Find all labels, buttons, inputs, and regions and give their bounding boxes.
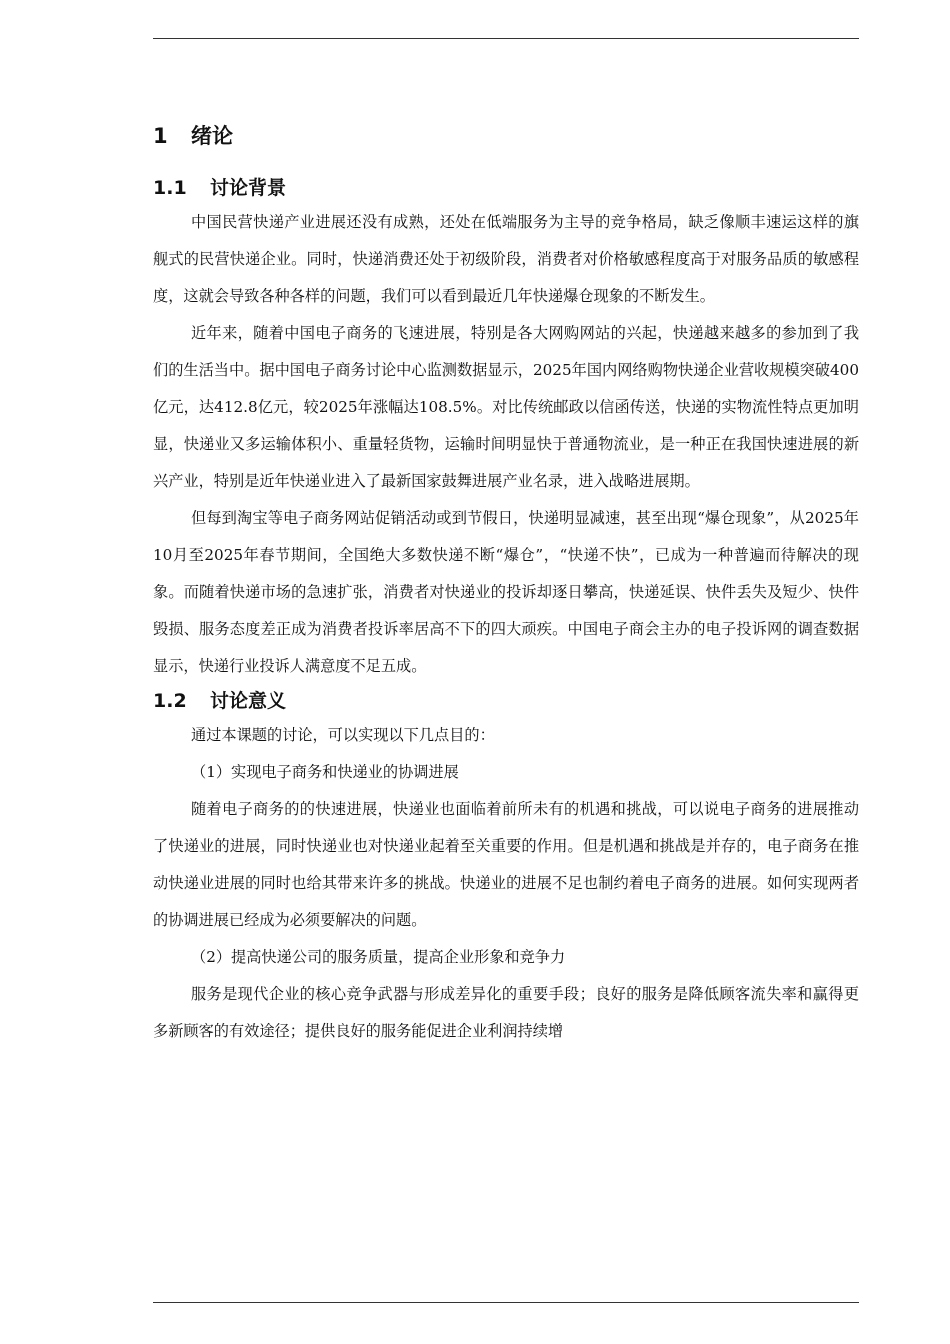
footer-rule <box>153 1302 859 1303</box>
paragraph: 随着电子商务的的快速进展，快递业也面临着前所未有的机遇和挑战，可以说电子商务的进展推动了快递业的进展，同时快递业也对快递业起着至关重要的作用。但是机遇和挑战是并存的，电子商务在推动快递业进展的同时也给其带来许多的挑战。快递业的进展不足也制约着电子商务的进展。如何实现两者的协调进展已经成为必须要解决的问题。 <box>153 800 859 929</box>
paragraph: 但每到淘宝等电子商务网站促销活动或到节假日，快递明显减速，甚至出现“爆仓现象”，从2025年10月至2025年春节期间，全国绝大多数快递不断“爆仓”，“快递不快”，已成为一种普遍而待解决的现象。而随着快递市场的急速扩张，消费者对快递业的投诉却逐日攀高，快递延误、快件丢失及短少、快件毁损、服务态度差正成为消费者投诉率居高不下的四大顽疾。中国电子商会主办的电子投诉网的调查数据显示，快递行业投诉人满意度不足五成。 <box>153 509 859 675</box>
header-rule <box>153 38 859 39</box>
list-item: （2）提高快递公司的服务质量，提高企业形象和竞争力 <box>191 948 566 966</box>
section-number: 1.1 <box>153 177 187 199</box>
page-body <box>153 118 859 1050</box>
paragraph: 近年来，随着中国电子商务的飞速进展，特别是各大网购网站的兴起，快递越来越多的参加到了我们的生活当中。据中国电子商务讨论中心监测数据显示，2025年国内网络购物快递企业营收规模突破400亿元，达412.8亿元，较2025年涨幅达108.5%。对比传统邮政以信函传送，快递的实物流性特点更加明显，快递业又多运输体积小、重量轻货物，运输时间明显快于普通物流业，是一种正在我国快速进展的新兴产业，特别是近年快递业进入了最新国家鼓舞进展产业名录，进入战略进展期。 <box>153 324 859 490</box>
section-number: 1.2 <box>153 690 187 712</box>
section-heading-1-1 <box>153 172 859 204</box>
chapter-number: 1 <box>153 124 168 148</box>
list-item: （1）实现电子商务和快递业的协调进展 <box>191 763 459 781</box>
paragraph: 服务是现代企业的核心竞争武器与形成差异化的重要手段；良好的服务是降低顾客流失率和赢得更多新顾客的有效途径；提供良好的服务能促进企业利润持续增 <box>153 985 859 1040</box>
paragraph: 中国民营快递产业进展还没有成熟，还处在低端服务为主导的竞争格局，缺乏像顺丰速运这样的旗舰式的民营快递企业。同时，快递消费还处于初级阶段，消费者对价格敏感程度高于对服务品质的敏感程度，这就会导致各种各样的问题，我们可以看到最近几年快递爆仓现象的不断发生。 <box>153 213 859 305</box>
chapter-title: 绪论 <box>191 124 233 148</box>
paragraph: 通过本课题的讨论，可以实现以下几点目的： <box>191 726 495 744</box>
section-title: 讨论意义 <box>210 690 287 712</box>
section-title: 讨论背景 <box>210 177 287 199</box>
chapter-heading <box>153 118 859 154</box>
section-heading-1-2 <box>153 685 859 717</box>
